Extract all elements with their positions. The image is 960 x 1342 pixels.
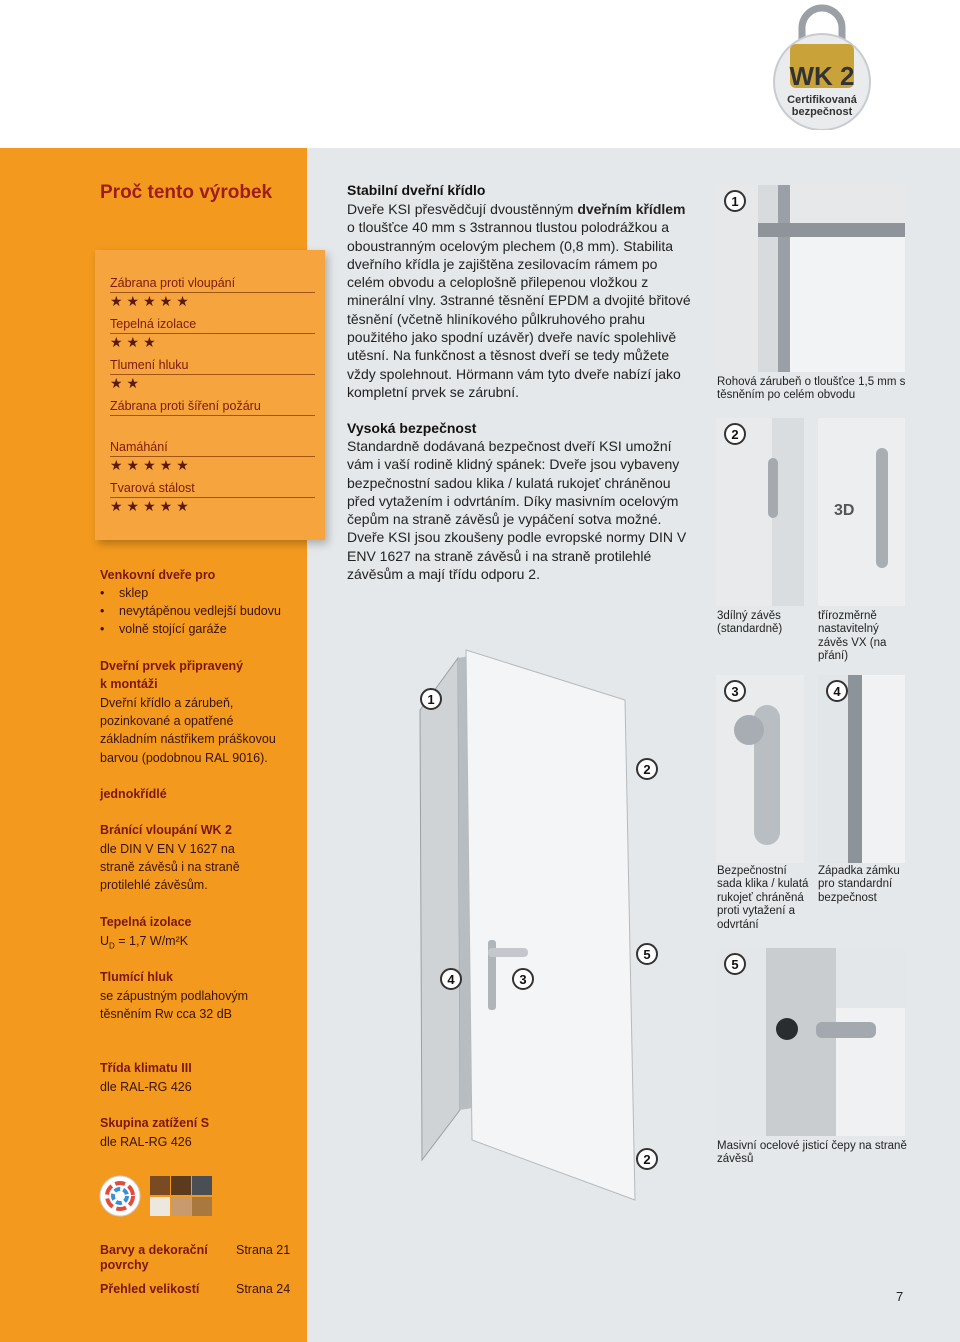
sizes-link[interactable]: Přehled velikostí — [100, 1282, 200, 1296]
burglary-heading: Bránící vloupání WK 2 — [100, 823, 232, 837]
section-heading: Vysoká bezpečnost — [347, 420, 477, 436]
ready-heading: k montáži — [100, 677, 158, 691]
photo-caption: třírozměrně nastavitelný závěs VX (na přání) — [818, 610, 887, 663]
door-marker: 4 — [440, 968, 462, 990]
photo-caption: 3dílný závěs (standardně) — [717, 610, 783, 636]
climate-text: dle RAL-RG 426 — [100, 1080, 192, 1094]
rating-label: Tepelná izolace — [110, 317, 315, 334]
color-swatch — [150, 1197, 170, 1216]
sidebar-title: Proč tento výrobek — [100, 182, 273, 203]
door-marker: 3 — [512, 968, 534, 990]
rating-label: Tlumení hluku — [110, 358, 315, 375]
3d-label: 3D — [834, 502, 855, 519]
burglary-text: dle DIN V EN V 1627 na straně závěsů i na straně protilehlé závěsům. — [100, 842, 240, 893]
rating-stars: ★★★ — [110, 334, 160, 350]
rating-stars: ★★★★★ — [110, 498, 193, 514]
rating-stars: ★★★★★ — [110, 293, 193, 309]
rating-label: Zábrana proti vloupání — [110, 276, 315, 293]
climate-heading: Třída klimatu III — [100, 1061, 192, 1075]
rating-label: Tvarová stálost — [110, 481, 315, 498]
door-marker: 1 — [420, 688, 442, 710]
sound-heading: Tlumící hluk — [100, 970, 173, 984]
photo-marker: 5 — [724, 953, 746, 975]
rating-label: Zábrana proti šíření požáru — [110, 399, 315, 416]
colors-link[interactable]: Barvy a dekorační povrchy — [100, 1243, 208, 1272]
photo-marker: 3 — [724, 680, 746, 702]
color-swatch — [192, 1176, 212, 1195]
rating-stars: ★★ — [110, 375, 144, 391]
wk2-security-badge — [764, 0, 880, 130]
color-swatch — [171, 1176, 191, 1195]
color-swatch — [171, 1197, 191, 1216]
color-swatch — [192, 1197, 212, 1216]
page-number: 7 — [896, 1289, 904, 1304]
photo-hinge-standard — [716, 418, 804, 606]
load-text: dle RAL-RG 426 — [100, 1135, 192, 1149]
photo-marker: 2 — [724, 423, 746, 445]
photo-steel-pins — [716, 948, 905, 1136]
door-marker: 5 — [636, 943, 658, 965]
single-leaf-label: jednokřídlé — [100, 787, 167, 801]
color-swatch — [150, 1176, 170, 1195]
badge-line1: Certifikovaná — [787, 94, 857, 106]
ready-text: Dveřní křídlo a zárubeň, pozinkované a opatřené základním nástřikem práškovou barvou (podobnou RAL 9016). — [100, 696, 276, 765]
photo-caption: Masivní ocelové jisticí čepy na straně závěsů — [717, 1140, 907, 1166]
door-marker: 2 — [636, 1148, 658, 1170]
photo-lock-set — [716, 675, 804, 863]
thermal-heading: Tepelná izolace — [100, 915, 192, 929]
badge-line2: bezpečnost — [791, 106, 853, 118]
photo-latch — [818, 675, 905, 863]
thermal-value: $U_D = 1,7$ W/m²K — [100, 934, 189, 951]
door-illustration — [400, 640, 700, 1210]
section-heading: Stabilní dveřní křídlo — [347, 182, 486, 198]
section-text: Standardně dodávaná bezpečnost dveří KSI umožní vám i vaší rodině klidný spánek: Dveře jsou vybaveny bezpečnostní sadou klika / kulatá rukojeť chráněnou před vytažením i odvrtáním. Díky masivním ocelovým čepům na straně závěsů je vypáčení sotva možné. Dveře KSI jsou zkoušeny podle evropské normy DIN V ENV 1627 na straně závěsů i na straně protilehlé závěsům a mají třídu odporu 2. — [347, 438, 687, 583]
badge-title: WK 2 — [789, 61, 855, 91]
load-heading: Skupina zatížení S — [100, 1116, 210, 1130]
photo-marker: 4 — [826, 680, 848, 702]
photo-frame-corner — [716, 185, 905, 372]
photo-caption: Rohová zárubeň o tloušťce 1,5 mm s těsněním po celém obvodu — [717, 376, 906, 402]
sound-text: se zápustným podlahovým těsněním Rw cca 32 dB — [100, 989, 248, 1022]
swatch-grid — [150, 1176, 212, 1216]
door-marker: 2 — [636, 758, 658, 780]
sizes-page: Strana 24 — [236, 1282, 291, 1296]
photo-caption: Západka zámku pro standardní bezpečnost — [818, 865, 900, 904]
colors-page: Strana 21 — [236, 1243, 291, 1257]
photo-hinge-vx — [818, 418, 905, 606]
rating-stars: ★★★★★ — [110, 457, 193, 473]
outdoor-heading: Venkovní dveře pro — [100, 568, 216, 582]
rating-label: Namáhání — [110, 440, 315, 457]
color-wheel-icon — [98, 1174, 146, 1218]
ready-heading: Dveřní prvek připravený — [100, 659, 244, 673]
section-text: Dveře KSI přesvědčují dvoustěnným dveřním křídlem o tloušťce 40 mm s 3strannou tlustou polodrážkou a oboustranným ocelovým plechem (0,8 mm). Stabilita dveřního křídla je zajištěna zesilovacím rámem po celém obvodu a celoplošně přilepenou vložkou z minerální vlny. 3stranné těsnění EPDM a dvojité břitové těsnění (včetně hliníkového půlkruhového prahu použitého jako spodní uzávěr) dveře navíc spolehlivě utěsní. Na funkčnost a těsnost dveří se tedy můžete vždy spolehnout. Hörmann vám tyto dveře nabízí jako kompletní prvek se zárubní. — [347, 201, 691, 400]
photo-caption: Bezpečnostní sada klika / kulatá rukojeť chráněná proti vytažení a odvrtání — [717, 865, 809, 931]
photo-marker: 1 — [724, 190, 746, 212]
